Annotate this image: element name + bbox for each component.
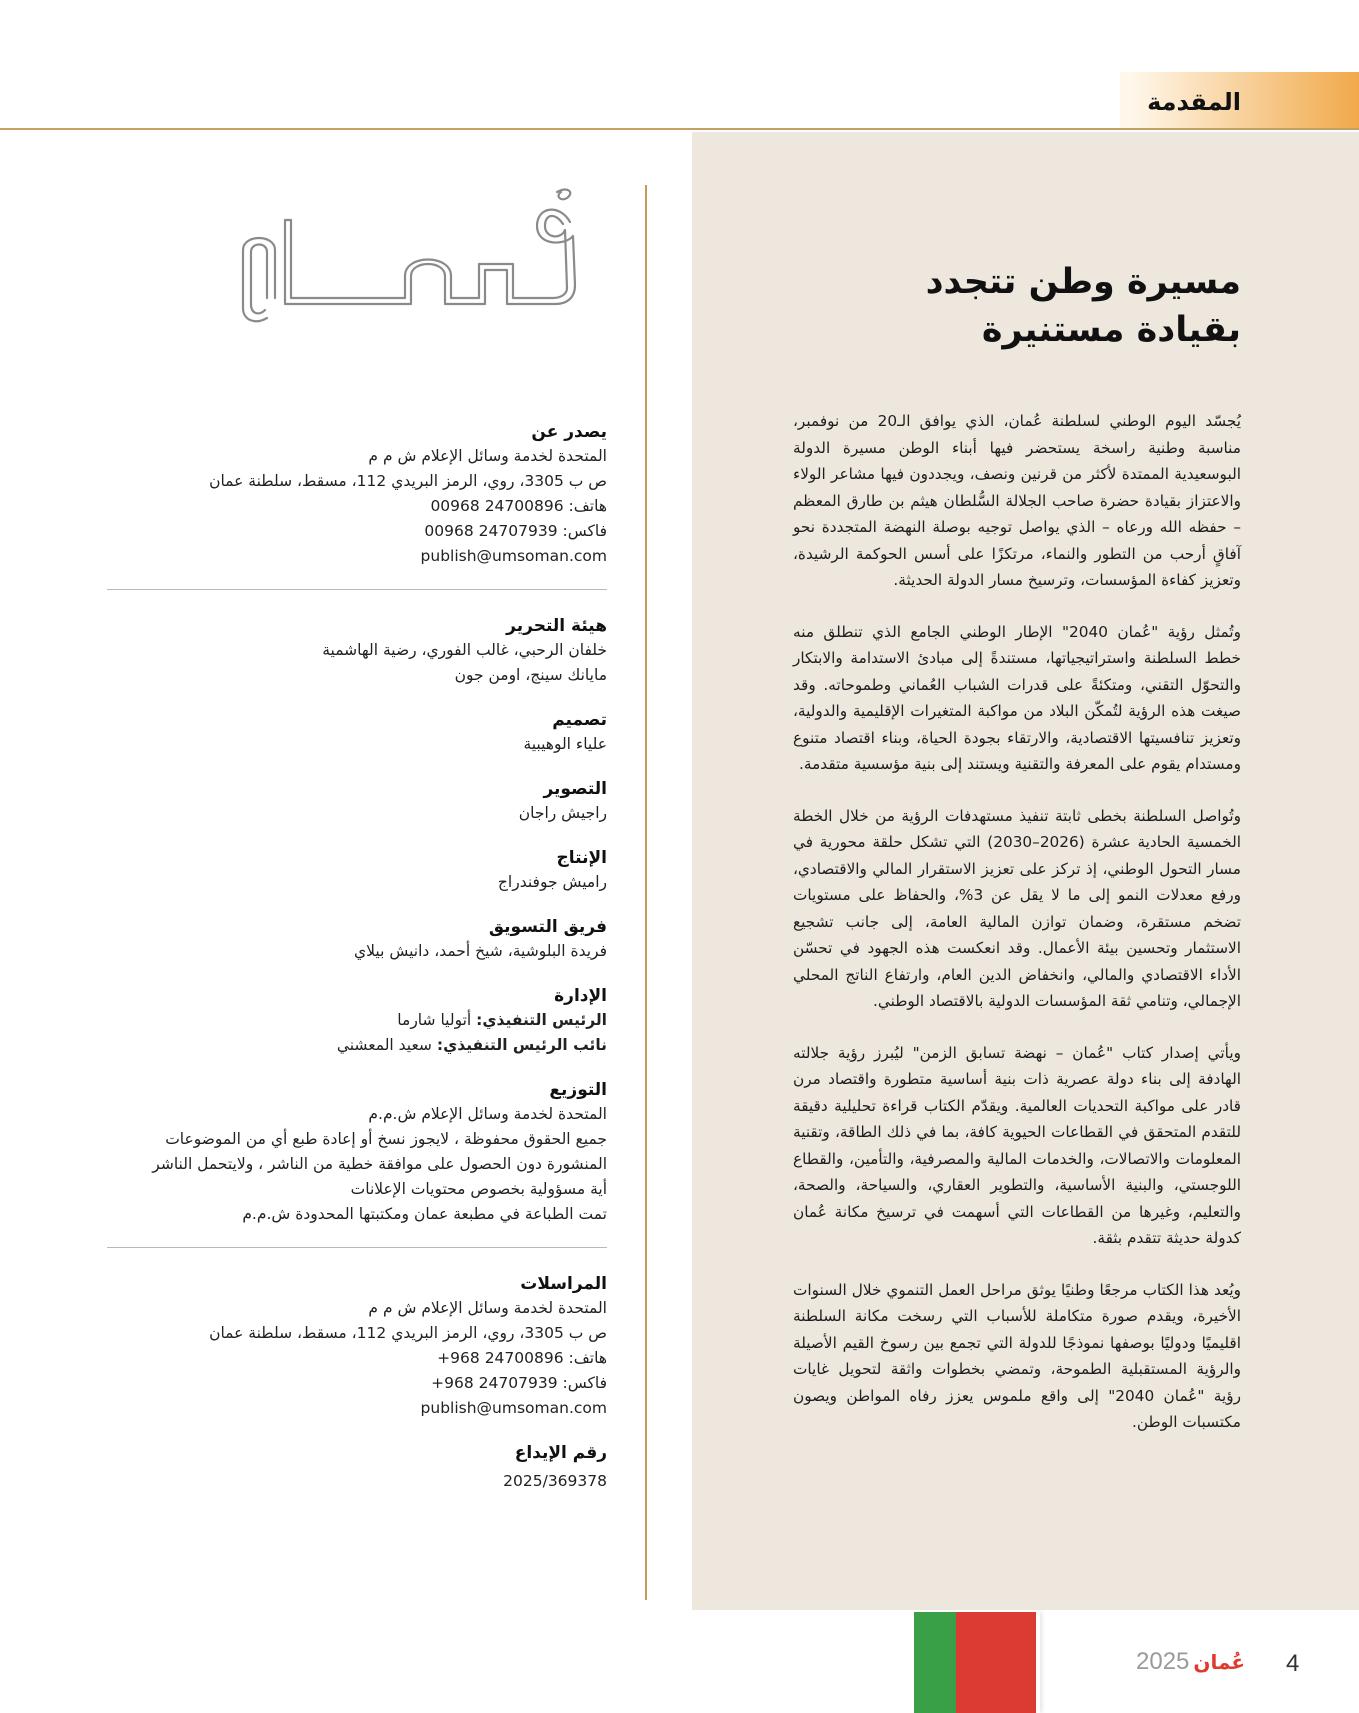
design-section <box>107 708 607 757</box>
header-rule <box>0 128 1359 130</box>
ceo-label: الرئيس التنفيذي: <box>476 1011 607 1029</box>
publisher-section <box>107 420 607 569</box>
deputy-ceo-name: سعيد المعشني <box>336 1036 432 1054</box>
flag-white-stripe <box>1036 1612 1040 1713</box>
marketing-section <box>107 915 607 964</box>
photography-section <box>107 777 607 826</box>
credit-line: فريدة البلوشية، شيخ أحمد، دانيش بيلاي <box>354 942 607 960</box>
credit-line: جميع الحقوق محفوظة ، لايجوز نسخ أو إعادة طبع أي من الموضوعات <box>165 1130 607 1148</box>
credit-line: راجيش راجان <box>518 804 607 822</box>
production-heading: الإنتاج <box>556 848 607 868</box>
separator <box>107 589 607 590</box>
footer-year: 2025 <box>1136 1648 1190 1675</box>
credit-line: ص ب 3305، روي، الرمز البريدي 112، مسقط، سلطنة عمان <box>209 1324 607 1342</box>
deputy-ceo-label: نائب الرئيس التنفيذي: <box>436 1036 607 1054</box>
article-paragraph: يُجسّد اليوم الوطني لسلطنة عُمان، الذي يوافق الـ20 من نوفمبر، مناسبة وطنية راسخة يستحضر فيها أبناء الوطن مسيرة الدولة البوسعيدية الممتدة لأكثر من قرنين ونصف، ويجددون فيها مشاعر الولاء والاعتزاز بقيادة حضرة صاحب الجلالة السُّلطان هيثم بن طارق المعظم – حفظه الله ورعاه – الذي يواصل توجيه بوصلة النهضة المتجددة نحو آفاقٍ أرحب من التطور والنماء، مرتكزًا على أسس الحوكمة الرشيدة، وتعزيز كفاءة المؤسسات، وترسيخ مسار الدولة الحديثة. <box>793 412 1241 589</box>
article-headline <box>721 258 1241 354</box>
headline-line-2: بقيادة مستنيرة <box>981 310 1241 350</box>
deputy-ceo-line <box>107 1033 607 1058</box>
editorial-heading: هيئة التحرير <box>506 616 607 636</box>
credit-line: ص ب 3305، روي، الرمز البريدي 112، مسقط، سلطنة عمان <box>209 472 607 490</box>
credit-line: المتحدة لخدمة وسائل الإعلام ش م م <box>368 447 607 465</box>
publisher-heading: يصدر عن <box>531 422 607 442</box>
article-paragraph: ويأتي إصدار كتاب "عُمان – نهضة تسابق الزمن" ليُبرز رؤية جلالته الهادفة إلى بناء دولة عصرية ذات بنية أساسية متطورة واقتصاد مرن قادر على مواكبة التحديات العالمية. ويقدّم الكتاب قراءة تحليلية دقيقة للتقدم المتحقق في القطاعات الحيوية كافة، بما في ذلك الطاقة، وتقنية المعلومات والاتصالات، والخدمات المالية والمصرفية، والتأمين، والقطاع اللوجستي، والبنية الأساسية، والتطوير العقاري، والسياحة، والصحة، والتعليم، وغيرها من القطاعات التي أسهمت في ترسيخ مكانة عُمان كدولة حديثة تتقدم بثقة. <box>793 1043 1241 1247</box>
credit-line: علياء الوهيبية <box>523 735 607 753</box>
article-paragraph: ويُعد هذا الكتاب مرجعًا وطنيًا يوثق مراحل العمل التنموي خلال السنوات الأخيرة، ويقدم صورة متكاملة للأسباب التي رسخت مكانة السلطنة اقليميًا ودوليًا بوصفها نموذجًا للدولة التي تجمع بين رسوخ القيم الأصيلة والرؤية المستقبلية الطموحة، وتمضي بخطوات واثقة لتحويل غايات رؤية "عُمان 2040" إلى واقع ملموس يعزز رفاه المواطن ويصون مكتسبات الوطن. <box>793 1280 1241 1431</box>
credit-line: فاكس: 24707939 968+ <box>431 1374 607 1392</box>
credit-line: المتحدة لخدمة وسائل الإعلام ش م م <box>368 1299 607 1317</box>
credit-line: أية مسؤولية بخصوص محتويات الإعلانات <box>350 1180 607 1198</box>
deposit-heading: رقم الإيداع <box>514 1443 607 1463</box>
publisher-email-link[interactable]: publish@umsoman.com <box>420 547 607 565</box>
article-paragraph: وتُمثل رؤية "عُمان 2040" الإطار الوطني الجامع الذي تنطلق منه خطط السلطنة واستراتيجياتها، مستندةً إلى مبادئ الاستدامة والابتكار والتحوّل التقني، ومتكئةً على قدرات الشباب العُماني وطموحاته. وقد صيغت هذه الرؤية لتُمكّن البلاد من مواكبة المتغيرات الإقليمية والدولية، وتعزيز تنافسيتها الاقتصادية، والارتقاء بجودة الحياة، وبناء اقتصاد متنوع ومستدام يقوم على المعرفة والتقنية ويستند إلى بنية مؤسسية متقدمة. <box>793 622 1241 773</box>
credit-line: المنشورة دون الحصول على موافقة خطية من الناشر ، ولايتحمل الناشر <box>152 1155 607 1173</box>
footer-brand <box>1136 1648 1245 1676</box>
credit-line: خلفان الرحبي، غالب الفوري، رضية الهاشمية <box>322 641 607 659</box>
marketing-heading: فريق التسويق <box>488 917 607 937</box>
column-divider <box>645 185 647 1600</box>
management-section <box>107 984 607 1058</box>
article-paragraph: وتُواصل السلطنة بخطى ثابتة تنفيذ مستهدفات الرؤية من خلال الخطة الخمسية الحادية عشرة (2026–2030) التي تشكل حلقة محورية في مسار التحول الوطني، إذ تركز على تعزيز الاستقرار المالي والاقتصادي، ورفع معدلات النمو إلى ما لا يقل عن 3%، والحفاظ على مستويات تضخم مستقرة، وضمان توازن المالية العامة، إلى جانب تشجيع الاستثمار وتحسين بيئة الأعمال. وقد انعكست هذه الجهود في تحسّن الأداء الاقتصادي والمالي، وانخفاض الدين العام، وارتفاع الناتج المحلي الإجمالي، وتنامي ثقة المؤسسات الدولية بالاقتصاد الوطني. <box>793 806 1241 1010</box>
credit-line: المتحدة لخدمة وسائل الإعلام ش.م.م <box>368 1105 607 1123</box>
footer-brand-name: عُمان <box>1193 1650 1246 1674</box>
page-number: 4 <box>1286 1650 1300 1677</box>
section-title: المقدمة <box>1147 88 1241 116</box>
photography-heading: التصوير <box>543 779 607 799</box>
ceo-line <box>107 1008 607 1033</box>
deposit-number: 2025/369378 <box>503 1472 607 1490</box>
flag-green-stripe <box>914 1612 956 1713</box>
deposit-section <box>107 1441 607 1494</box>
credits-column <box>107 420 607 1514</box>
distribution-heading: التوزيع <box>549 1080 607 1100</box>
correspondence-email-link[interactable]: publish@umsoman.com <box>420 1399 607 1417</box>
separator <box>107 1247 607 1248</box>
oman-logo <box>215 180 615 330</box>
flag-red-stripe <box>956 1612 1036 1713</box>
credit-line: راميش جوفندراج <box>497 873 607 891</box>
credit-line: تمت الطباعة في مطبعة عمان ومكتبتها المحدودة ش.م.م <box>242 1205 607 1223</box>
credit-line: هاتف: 24700896 968+ <box>437 1349 607 1367</box>
ceo-name: أتوليا شارما <box>397 1011 472 1029</box>
article-body <box>793 408 1241 1461</box>
headline-line-1: مسيرة وطن تتجدد <box>925 262 1241 302</box>
production-section <box>107 846 607 895</box>
editorial-section <box>107 614 607 688</box>
correspondence-section <box>107 1272 607 1421</box>
design-heading: تصميم <box>552 710 607 730</box>
credit-line: مايانك سينج، اومن جون <box>454 666 607 684</box>
management-heading: الإدارة <box>554 986 607 1006</box>
distribution-section <box>107 1078 607 1227</box>
correspondence-heading: المراسلات <box>520 1274 607 1294</box>
credit-line: هاتف: 24700896 00968 <box>430 497 607 515</box>
credit-line: فاكس: 24707939 00968 <box>424 522 607 540</box>
